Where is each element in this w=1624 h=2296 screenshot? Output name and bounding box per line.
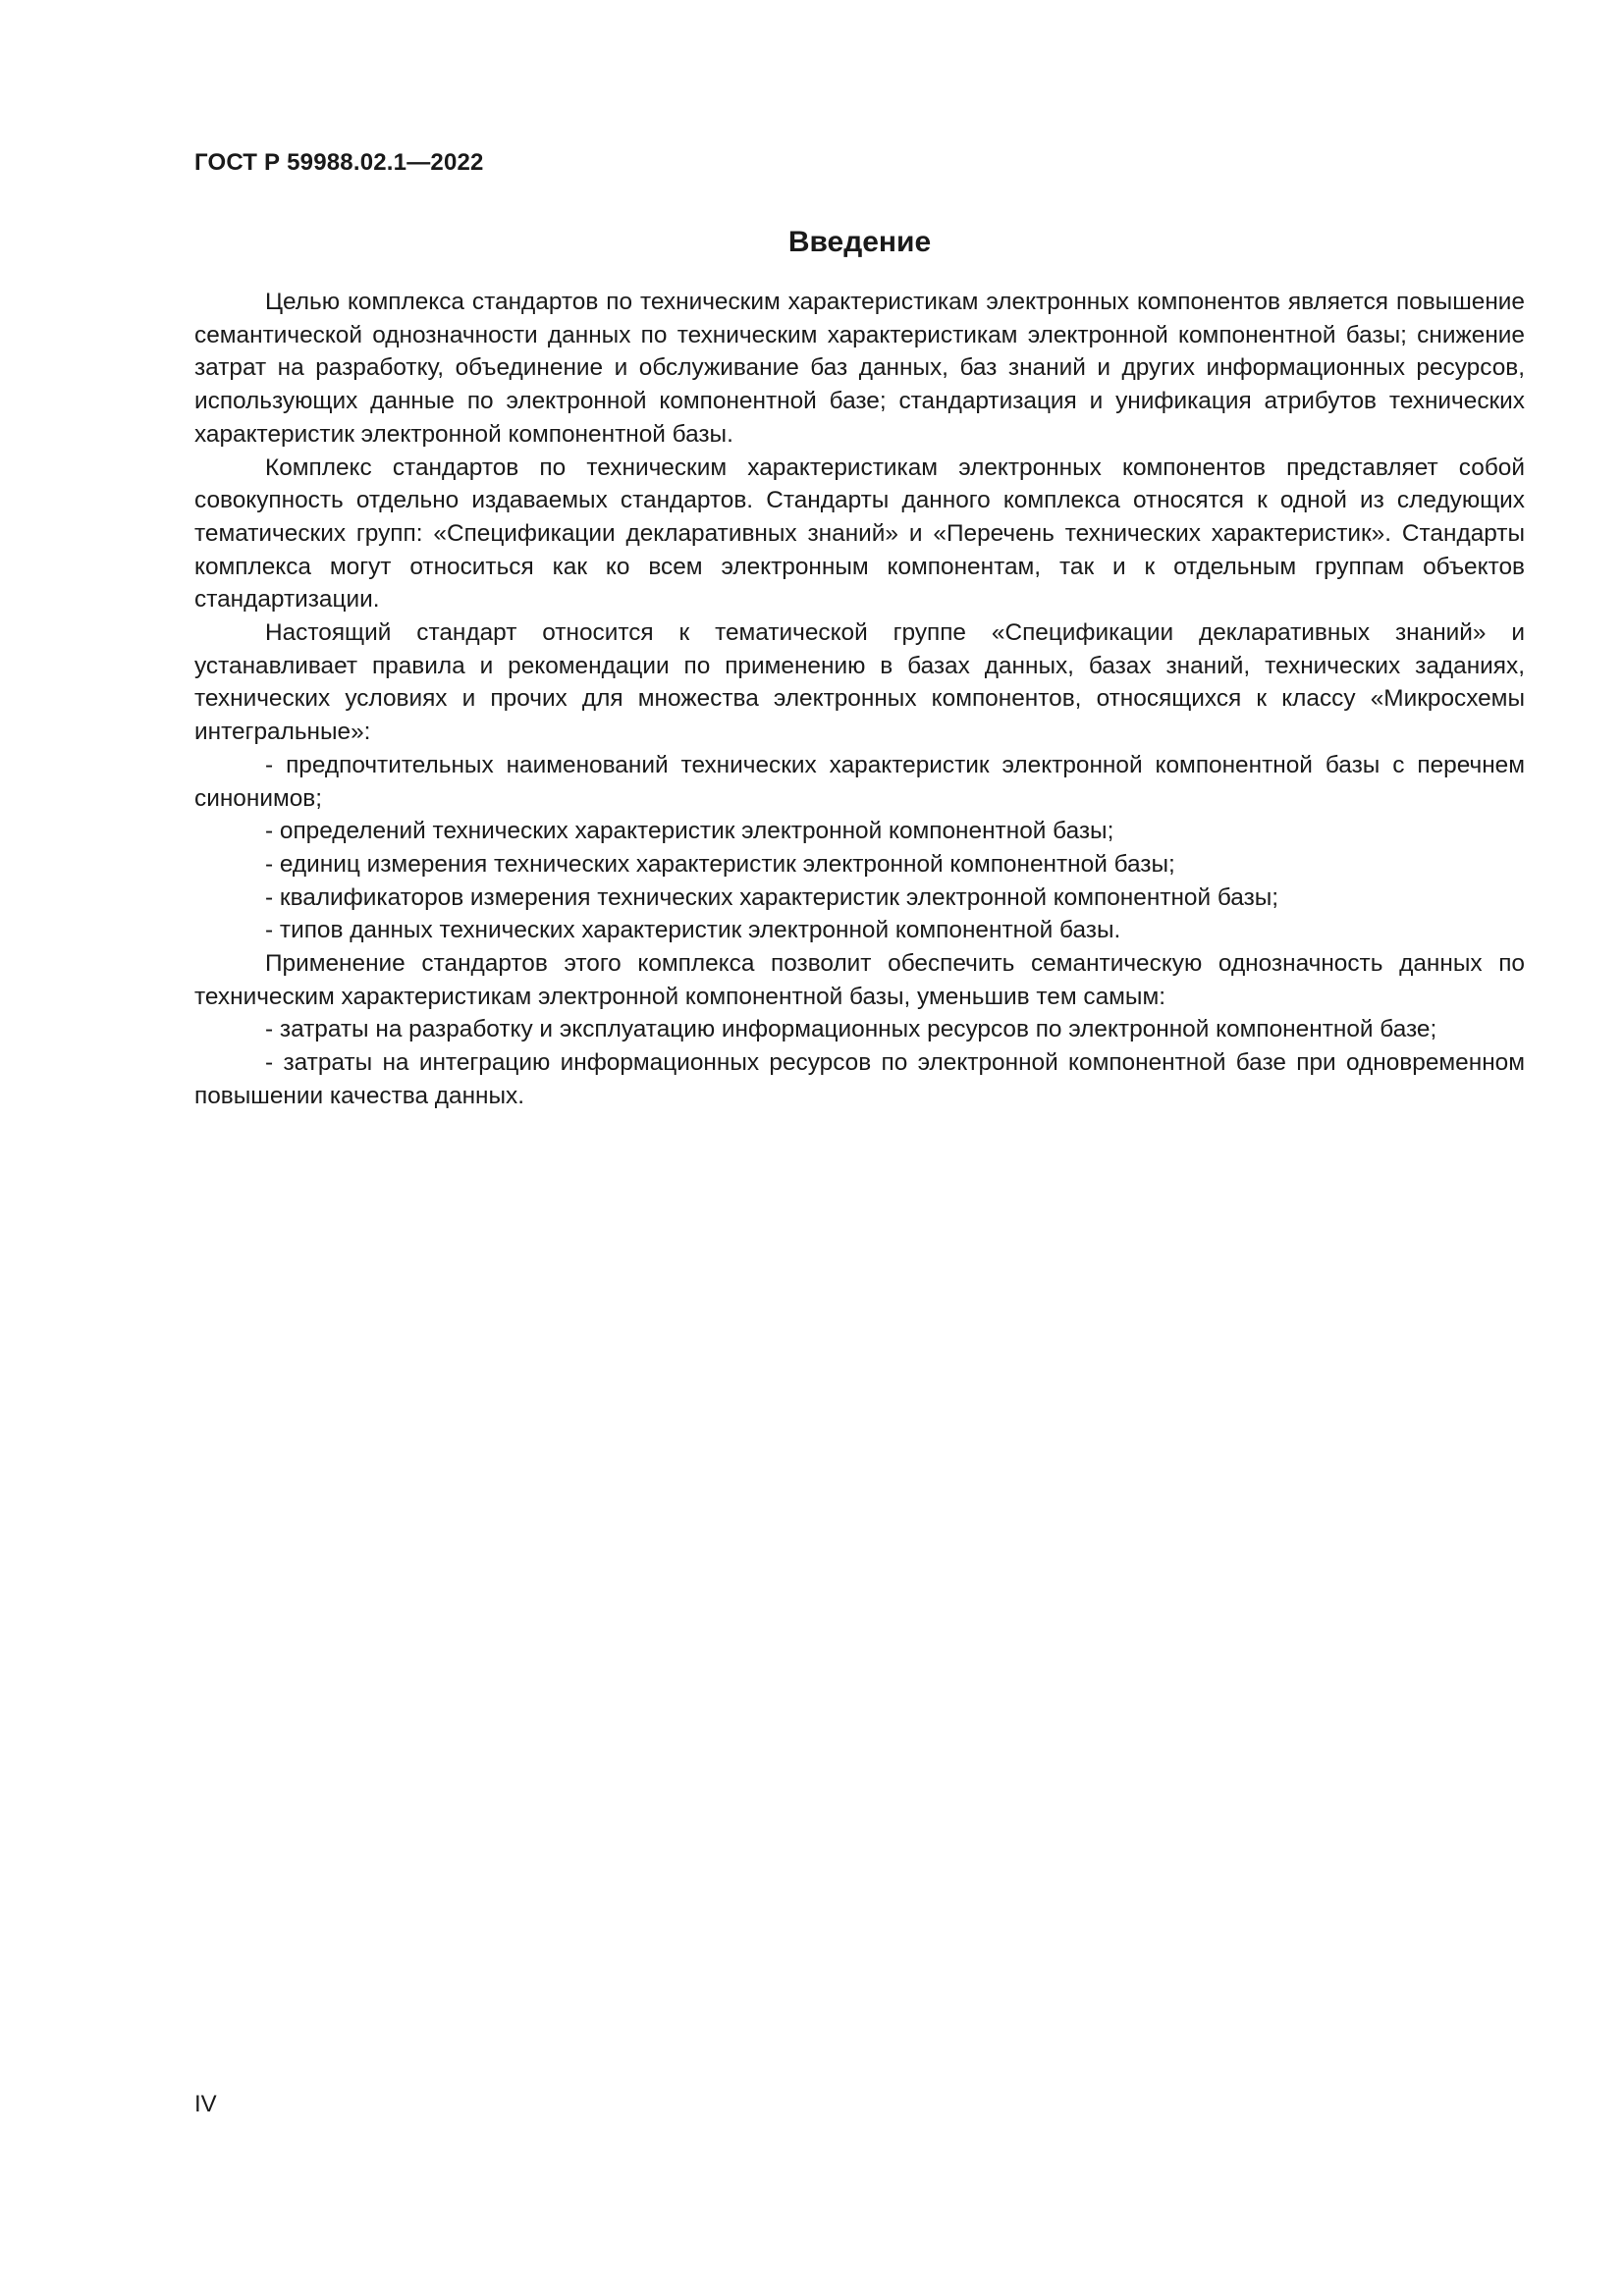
list-item: - определений технических характеристик электронной компонентной базы; (265, 818, 1114, 845)
list-item: - затраты на интеграцию информационных ресурсов по электронной компонентной базе при одновременном повышении качества данных. (194, 1049, 1525, 1109)
document-code: ГОСТ Р 59988.02.1—2022 (194, 149, 484, 176)
list-item: - единиц измерения технических характеристик электронной компонентной базы; (265, 850, 1175, 878)
page-number: IV (194, 2091, 217, 2117)
list-item: - типов данных технических характеристик электронной компонентной базы. (265, 917, 1121, 944)
section-title: Введение (787, 226, 932, 258)
list-item: - квалификаторов измерения технических характеристик электронной компонентной базы; (265, 883, 1279, 911)
list-item: - предпочтительных наименований технических характеристик электронной компонентной базы с перечнем синонимов; (194, 751, 1525, 812)
introduction-body (194, 286, 1525, 1113)
paragraph: Целью комплекса стандартов по техническим характеристикам электронных компонентов является повышение семантической однозначности данных по техническим характеристикам электронной компонентной базы; снижение затрат на разработку, объединение и обслуживание баз данных, баз знаний и других информационных ресурсов, использующих данные по электронной компонентной базе; стандартизация и унификация атрибутов технических характеристик электронной компонентной базы. (194, 289, 1525, 448)
paragraph: Настоящий стандарт относится к тематической группе «Спецификации декларативных знаний» и устанавливает правила и рекомендации по применению в базах данных, базах знаний, технических заданиях, технических условиях и прочих для множества электронных компонентов, относящихся к классу «Микросхемы интегральные»: (194, 619, 1525, 746)
paragraph: Комплекс стандартов по техническим характеристикам электронных компонентов представляет собой совокупность отдельно издаваемых стандартов. Стандарты данного комплекса относятся к одной из следующих тематических групп: «Спецификации декларативных знаний» и «Перечень технических характеристик». Стандарты комплекса могут относиться как ко всем электронным компонентам, так и к отдельным группам объектов стандартизации. (194, 454, 1525, 614)
list-item: - затраты на разработку и эксплуатацию информационных ресурсов по электронной компонентной базе; (265, 1016, 1437, 1043)
paragraph: Применение стандартов этого комплекса позволит обеспечить семантическую однозначность данных по техническим характеристикам электронной компонентной базы, уменьшив тем самым: (194, 950, 1525, 1010)
